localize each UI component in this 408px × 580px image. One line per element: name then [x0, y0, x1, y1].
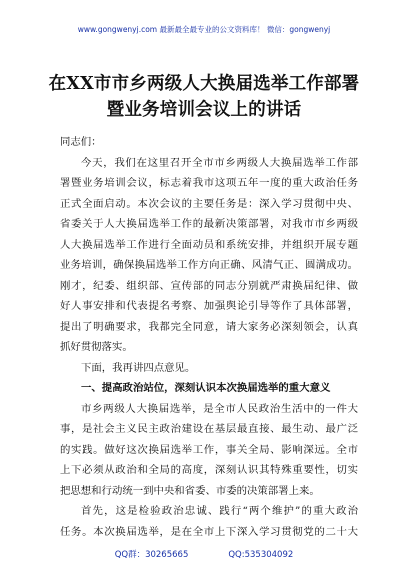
- paragraph-line: 提出了明确要求，我都完全同意，请大家务必深刻领会，认真: [60, 320, 358, 333]
- salutation: 同志们：: [60, 136, 102, 148]
- paragraph-line: 任务。本次换届选举，是在全市上下深入学习贯彻党的二十大: [60, 525, 358, 538]
- paragraph-line: 人大换届选举工作进行全面动员和系统安排，并组织开展专题: [60, 238, 358, 251]
- paragraph-line: 今天，我们在这里召开全市市乡两级人大换届选举工作部: [81, 156, 358, 169]
- paragraph-line: 省委关于人大换届选举工作的最新决策部署，对我市市乡两级: [60, 218, 358, 230]
- paragraph-line: 把思想和行动统一到中央和省委、市委的决策部署上来。: [60, 484, 320, 497]
- paragraph-line: 抓好贯彻落实。: [60, 341, 133, 353]
- paragraph-line: 署暨业务培训会议，标志着我市这项五年一度的重大政治任务: [60, 177, 358, 189]
- document-title-line-2: 暨业务培训会议上的讲话: [106, 100, 302, 120]
- page-footer: [0, 548, 408, 560]
- paragraph-line: 市乡两级人大换届选举，是全市人民政治生活中的一件大: [81, 402, 358, 415]
- paragraph-line: 首先，这是检验政治忠诚、践行“两个维护”的重大政治: [81, 505, 358, 517]
- document-title-line-1: 在XX市市乡两级人大换届选举工作部署: [48, 74, 360, 94]
- paragraph-line: 的实践。做好这次换届选举工作，事关全局、影响深远。全市: [60, 443, 358, 456]
- paragraph-line: 上下必须从政治和全局的高度，深刻认识其特殊重要性，切实: [60, 464, 358, 476]
- qq-group-contact: QQ群：30265665: [114, 550, 189, 560]
- paragraph-line: 正式全面启动。本次会议的主要任务是：深入学习贯彻中央、: [60, 197, 358, 210]
- paragraph-line: 事，是社会主义民主政治建设在基层最直接、最生动、最广泛: [60, 423, 358, 435]
- site-banner[interactable]: www.gongwenyj.com 最新最全最专业的公文资料库！ 微信：gongwenyj: [77, 25, 331, 34]
- paragraph-line: 下面，我再讲四点意见。: [81, 361, 196, 374]
- paragraph-line: 好人事安排和代表提名考察、加强舆论引导等作了具体部署，: [60, 300, 358, 312]
- qq-contact: QQ:535304092: [228, 550, 294, 560]
- document-body: [60, 132, 358, 542]
- paragraph-line: 业务培训，确保换届选举工作方向正确、风清气正、圆满成功。: [60, 259, 358, 271]
- section-heading: 一、提高政治站位，深刻认识本次换届选举的重大意义: [81, 382, 331, 394]
- paragraph-line: 刚才，纪委、组织部、宣传部的同志分别就严肃换届纪律、做: [60, 279, 358, 292]
